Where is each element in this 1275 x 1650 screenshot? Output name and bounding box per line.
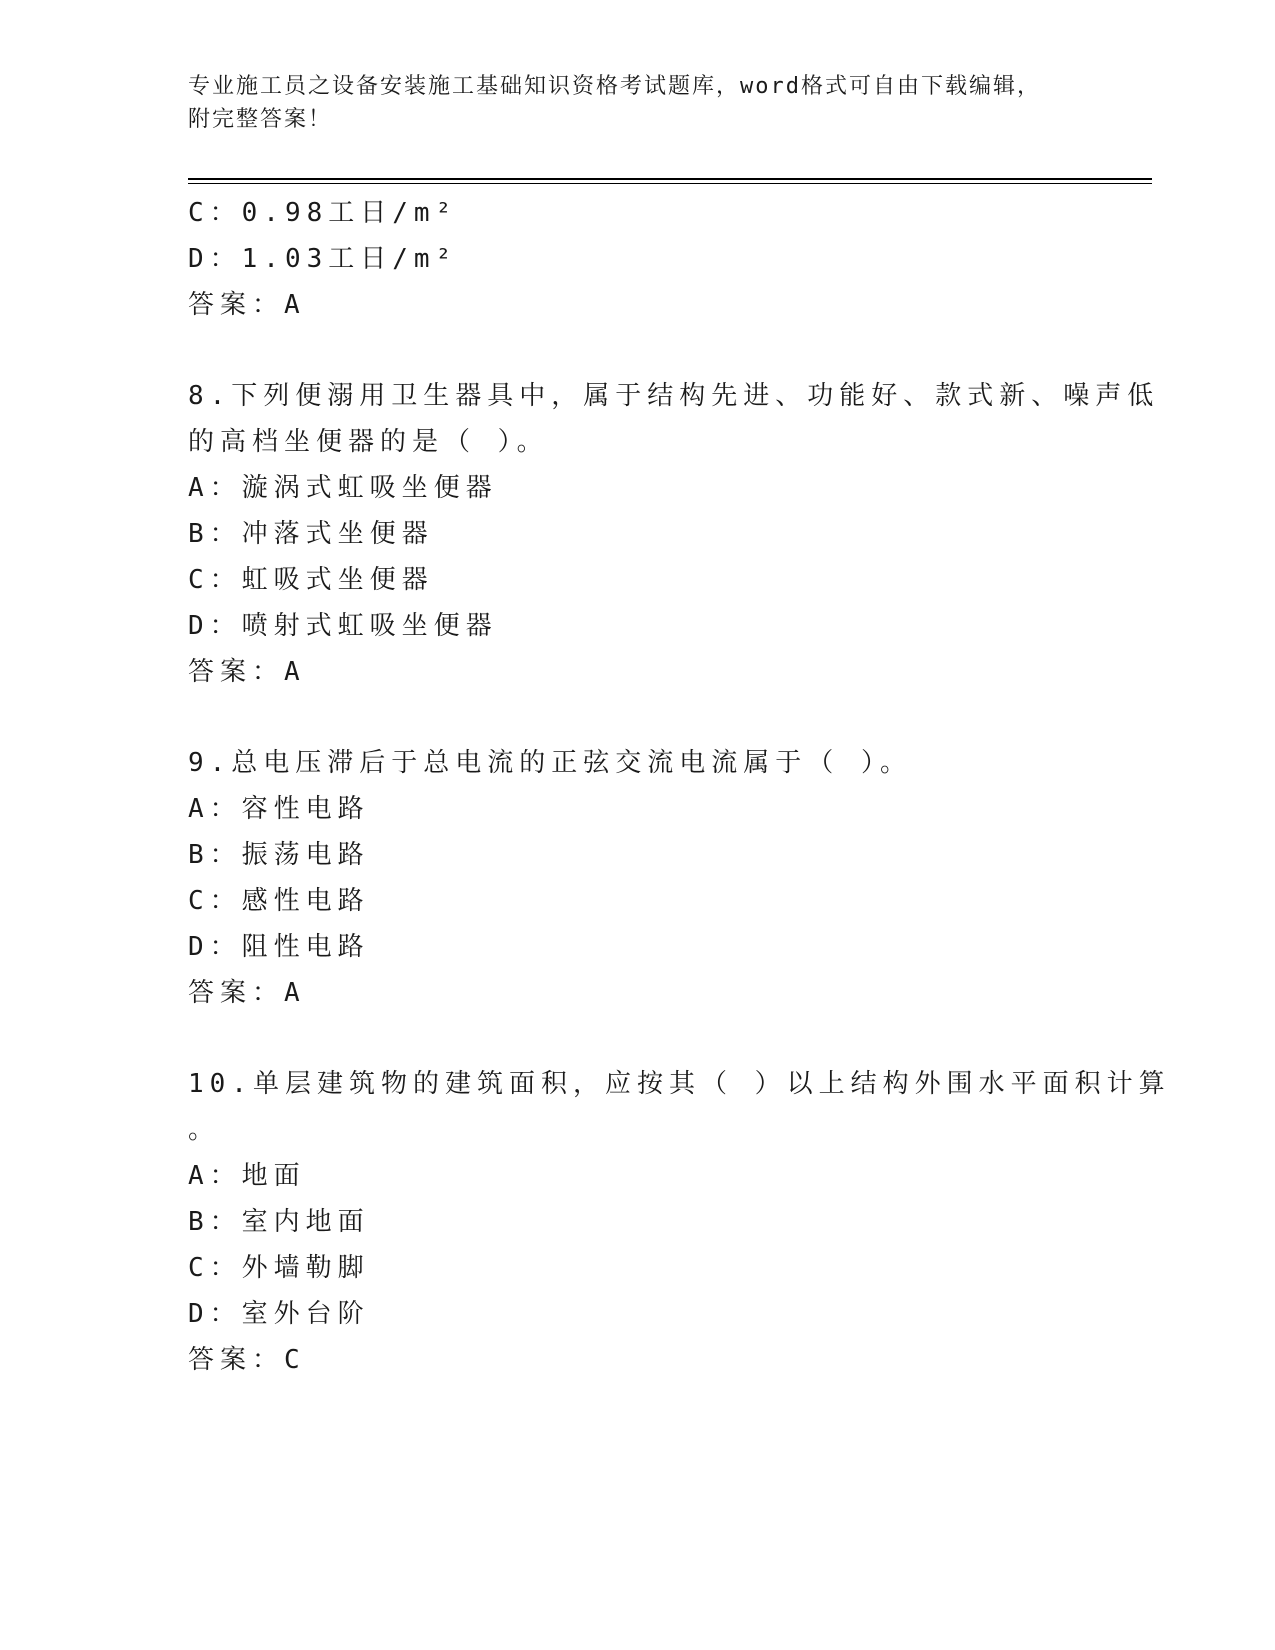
question-stem: 9.总电压滞后于总电流的正弦交流电流属于（ ）。 bbox=[188, 748, 912, 778]
option-d: D：喷射式虹吸坐便器 bbox=[188, 611, 498, 641]
answer: 答案：A bbox=[188, 290, 306, 320]
option-a: A：地面 bbox=[188, 1161, 306, 1191]
header-divider-thick bbox=[188, 178, 1152, 180]
answer: 答案：A bbox=[188, 657, 306, 687]
option-b: B：振荡电路 bbox=[188, 840, 370, 870]
option-b: B：冲落式坐便器 bbox=[188, 519, 434, 549]
option-c: C：外墙勒脚 bbox=[188, 1253, 370, 1283]
question-stem: 8.下列便溺用卫生器具中，属于结构先进、功能好、款式新、噪声低 bbox=[188, 381, 1160, 411]
document-header bbox=[188, 70, 1148, 136]
question-9 bbox=[188, 740, 1068, 1016]
question-stem: 。 bbox=[188, 1115, 221, 1145]
option-d: D：阻性电路 bbox=[188, 932, 370, 962]
header-line-2: 附完整答案！ bbox=[188, 107, 333, 132]
spacer bbox=[188, 695, 1068, 740]
spacer bbox=[188, 328, 1068, 373]
option-c: C：0.98工日/m² bbox=[188, 198, 458, 228]
question-stem: 的高档坐便器的是（ ）。 bbox=[188, 427, 549, 457]
answer: 答案：A bbox=[188, 978, 306, 1008]
option-b: B：室内地面 bbox=[188, 1207, 370, 1237]
option-d: D：室外台阶 bbox=[188, 1299, 370, 1329]
partial-question bbox=[188, 190, 1068, 328]
option-d: D：1.03工日/m² bbox=[188, 244, 458, 274]
spacer bbox=[188, 1016, 1068, 1061]
option-a: A：容性电路 bbox=[188, 794, 370, 824]
question-8 bbox=[188, 373, 1160, 695]
question-stem: 10.单层建筑物的建筑面积，应按其（ ）以上结构外围水平面积计算 bbox=[188, 1069, 1171, 1099]
option-a: A：漩涡式虹吸坐便器 bbox=[188, 473, 498, 503]
option-c: C：感性电路 bbox=[188, 886, 370, 916]
header-divider-thin bbox=[188, 183, 1152, 184]
question-10 bbox=[188, 1061, 1171, 1383]
question-list bbox=[188, 190, 1171, 1383]
option-c: C：虹吸式坐便器 bbox=[188, 565, 434, 595]
header-line-1: 专业施工员之设备安装施工基础知识资格考试题库，word格式可自由下载编辑， bbox=[188, 74, 1041, 99]
answer: 答案：C bbox=[188, 1345, 306, 1375]
